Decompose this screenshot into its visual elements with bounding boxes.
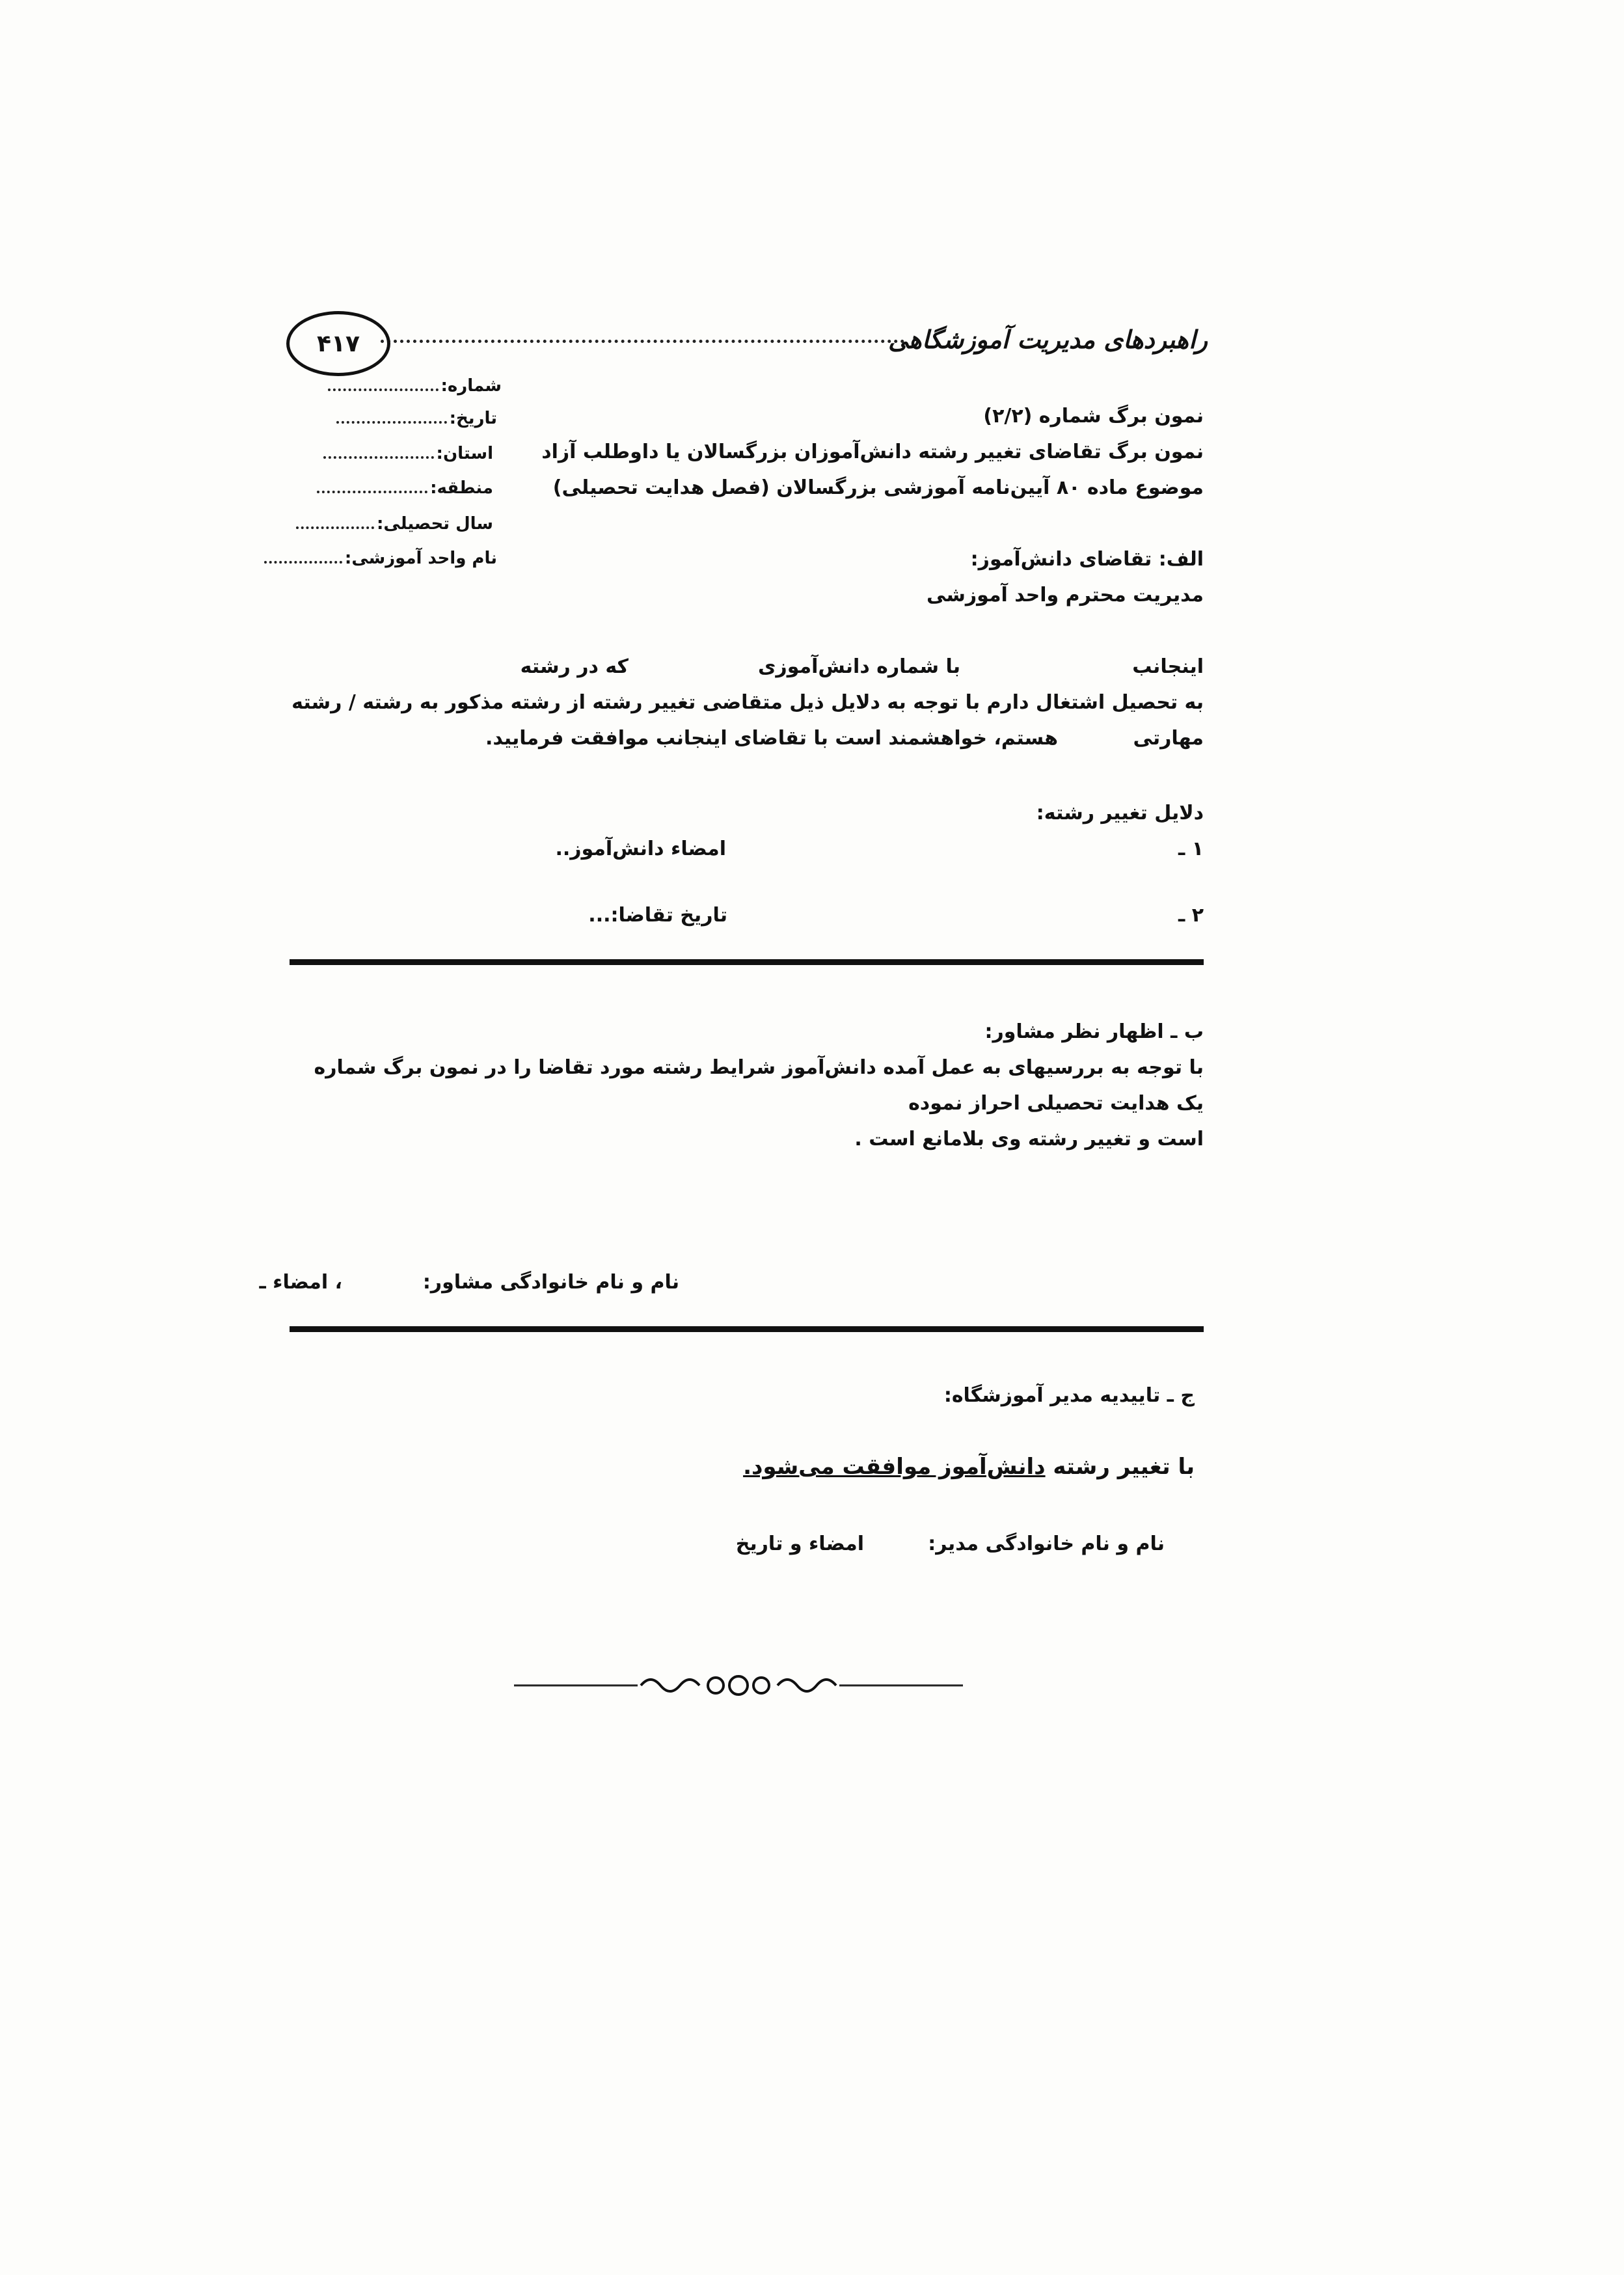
reason-row-2 bbox=[290, 897, 1204, 933]
body-line-1 bbox=[290, 649, 1204, 685]
field-blank[interactable] bbox=[328, 388, 439, 391]
request-date: تاریخ تقاضا:... bbox=[588, 904, 727, 927]
body-student-number: با شماره دانش‌آموزی bbox=[757, 655, 960, 678]
approval-text: با تغییر رشته bbox=[1045, 1454, 1195, 1480]
approval-text-underlined: دانش‌آموز موافقت می‌شود. bbox=[743, 1454, 1046, 1480]
field-label: منطقه: bbox=[430, 478, 493, 498]
advisor-name: نام و نام خانوادگی مشاور: bbox=[422, 1271, 679, 1294]
field-label: استان: bbox=[436, 444, 493, 463]
reason-2: ۲ ـ bbox=[1178, 904, 1204, 927]
advisor-opinion-line-1: با توجه به بررسیهای به عمل آمده دانش‌آموز شرایط رشته مورد تقاضا را در نمون برگ شماره یک هدایت تحصیلی احراز نموده bbox=[314, 1056, 1204, 1115]
field-label: تاریخ: bbox=[449, 409, 497, 428]
student-signature: امضاء دانش‌آموز.. bbox=[555, 838, 726, 860]
section-divider bbox=[290, 1326, 1204, 1332]
form-title: نمون برگ تقاضای تغییر رشته دانش‌آموزان بزرگسالان یا داوطلب آزاد bbox=[541, 441, 1204, 463]
manager-name: نام و نام خانوادگی مدیر: bbox=[928, 1533, 1165, 1555]
body-in-field: که در رشته bbox=[520, 655, 629, 678]
advisor-signature: ، امضاء ـ bbox=[259, 1271, 342, 1294]
addressee: مدیریت محترم واحد آموزشی bbox=[927, 584, 1204, 606]
body-line-3 bbox=[290, 720, 1204, 756]
section-divider bbox=[290, 959, 1204, 965]
advisor-opinion-line-2: است و تغییر رشته وی بلامانع است . bbox=[854, 1128, 1204, 1151]
field-label: نام واحد آموزشی: bbox=[344, 549, 497, 568]
section-a-heading: الف: تقاضای دانش‌آموز: bbox=[970, 548, 1204, 571]
form-title-number: نمون برگ شماره (۲/۲) bbox=[983, 405, 1204, 428]
body-request: هستم، خواهشمند است با تقاضای اینجانب موافقت فرمایید. bbox=[485, 727, 1058, 750]
reasons-heading: دلایل تغییر رشته: bbox=[1036, 802, 1204, 824]
field-label: شماره: bbox=[440, 376, 502, 396]
approval-statement bbox=[290, 1449, 1204, 1485]
body-applicant: اینجانب bbox=[1132, 655, 1204, 678]
field-number[interactable] bbox=[328, 376, 502, 396]
section-c-heading: ج ـ تاییدیه مدیر آموزشگاه: bbox=[943, 1384, 1195, 1407]
body-vocational: مهارتی bbox=[1133, 727, 1204, 750]
ornament-divider-icon bbox=[514, 1672, 963, 1698]
field-label: سال تحصیلی: bbox=[377, 514, 493, 534]
section-b-heading: ب ـ اظهار نظر مشاور: bbox=[984, 1020, 1204, 1043]
advisor-signature-row bbox=[259, 1264, 1204, 1300]
title-block bbox=[527, 398, 1204, 613]
reason-row-1 bbox=[290, 831, 1204, 867]
manager-signature-row bbox=[290, 1526, 1204, 1562]
header-dotted-line bbox=[381, 340, 904, 343]
body-line-2: به تحصیل اشتغال دارم با توجه به دلایل ذیل متقاضی تغییر رشته از رشته مذکور به رشته / رشته bbox=[291, 691, 1204, 714]
form-subject: موضوع ماده ۸۰ آیین‌نامه آموزشی بزرگسالان (فصل هدایت تحصیلی) bbox=[552, 476, 1204, 499]
header-title: راهبردهای مدیریت آموزشگاهی bbox=[888, 325, 1208, 354]
manager-signature-date: امضاء و تاریخ bbox=[735, 1533, 864, 1555]
form-body bbox=[259, 398, 1204, 1562]
page-number: ۴۱۷ bbox=[286, 311, 390, 376]
reason-1: ۱ ـ bbox=[1178, 838, 1204, 860]
